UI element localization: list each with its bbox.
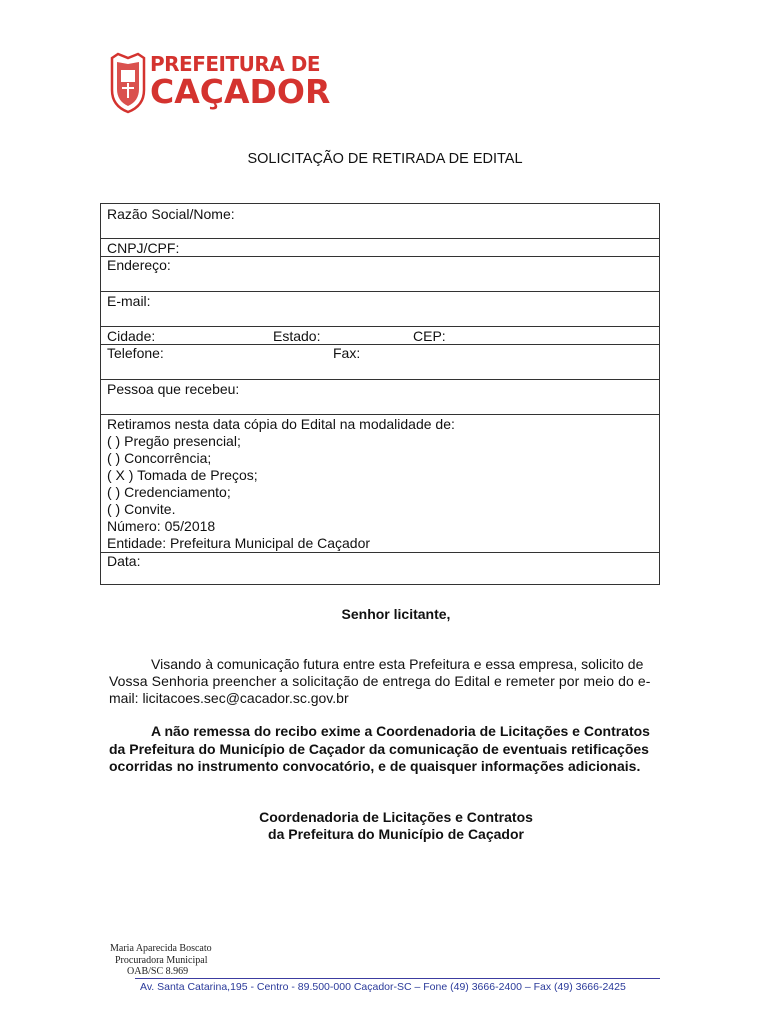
telefone-label: Telefone: [107, 345, 164, 361]
salutation: Senhor licitante, [341, 606, 451, 622]
option-convite: ( ) Convite. [107, 501, 176, 517]
footer-address: Av. Santa Catarina,195 - Centro - 89.500-000 Caçador-SC – Fone (49) 3666-2400 – Fax (49) 3666-2425 [140, 981, 626, 993]
logo-line2: CAÇADOR [150, 72, 331, 111]
logo-wordmark [150, 52, 331, 111]
option-concorrencia: ( ) Concorrência; [107, 450, 212, 466]
footer-rule [135, 978, 660, 979]
endereco-label: Endereço: [107, 257, 171, 273]
paragraph-1-line-1: Visando à comunicação futura entre esta Prefeitura e essa empresa, solicito de [151, 656, 644, 672]
data-label: Data: [107, 553, 141, 569]
request-form [100, 203, 660, 585]
signature-name: Maria Aparecida Boscato [110, 943, 212, 954]
divider [101, 414, 659, 415]
paragraph-1-line-3: mail: licitacoes.sec@cacador.sc.gov.br [109, 690, 349, 706]
option-tomada-precos: ( X ) Tomada de Preços; [107, 467, 258, 483]
entidade-field: Entidade: Prefeitura Municipal de Caçador [107, 535, 371, 551]
signature-role: Procuradora Municipal [115, 955, 208, 966]
divider [101, 291, 659, 292]
coat-of-arms-icon [108, 52, 148, 114]
divider [101, 552, 659, 553]
numero-field: Número: 05/2018 [107, 518, 216, 534]
option-pregao: ( ) Pregão presencial; [107, 433, 241, 449]
divider [101, 344, 659, 345]
sign-off-line-1: Coordenadoria de Licitações e Contratos [259, 809, 533, 825]
prefeitura-logo [108, 50, 331, 118]
estado-label: Estado: [273, 328, 321, 344]
signature-oab: OAB/SC 8.969 [127, 966, 189, 977]
option-credenciamento: ( ) Credenciamento; [107, 484, 231, 500]
page-title: SOLICITAÇÃO DE RETIRADA DE EDITAL [247, 151, 523, 167]
paragraph-2-line-3: ocorridas no instrumento convocatório, e de quaisquer informações adicionais. [109, 758, 641, 774]
paragraph-1-line-2: Vossa Senhoria preencher a solicitação de entrega do Edital e remeter por meio do e- [109, 673, 651, 689]
modalidade-intro: Retiramos nesta data cópia do Edital na modalidade de: [107, 416, 455, 432]
divider [101, 379, 659, 380]
cep-label: CEP: [413, 328, 446, 344]
divider [101, 256, 659, 257]
cnpj-label: CNPJ/CPF: [107, 240, 180, 256]
logo-line1: PREFEITURA DE [150, 52, 320, 76]
cidade-label: Cidade: [107, 328, 156, 344]
sign-off-line-2: da Prefeitura do Município de Caçador [268, 826, 524, 842]
divider [101, 326, 659, 327]
pessoa-label: Pessoa que recebeu: [107, 381, 240, 397]
fax-label: Fax: [333, 345, 361, 361]
paragraph-2-line-2: da Prefeitura do Município de Caçador da comunicação de eventuais retificações [109, 741, 649, 757]
divider [101, 238, 659, 239]
razao-label: Razão Social/Nome: [107, 206, 235, 222]
paragraph-2-line-1: A não remessa do recibo exime a Coordenadoria de Licitações e Contratos [151, 723, 650, 739]
email-label: E-mail: [107, 293, 151, 309]
